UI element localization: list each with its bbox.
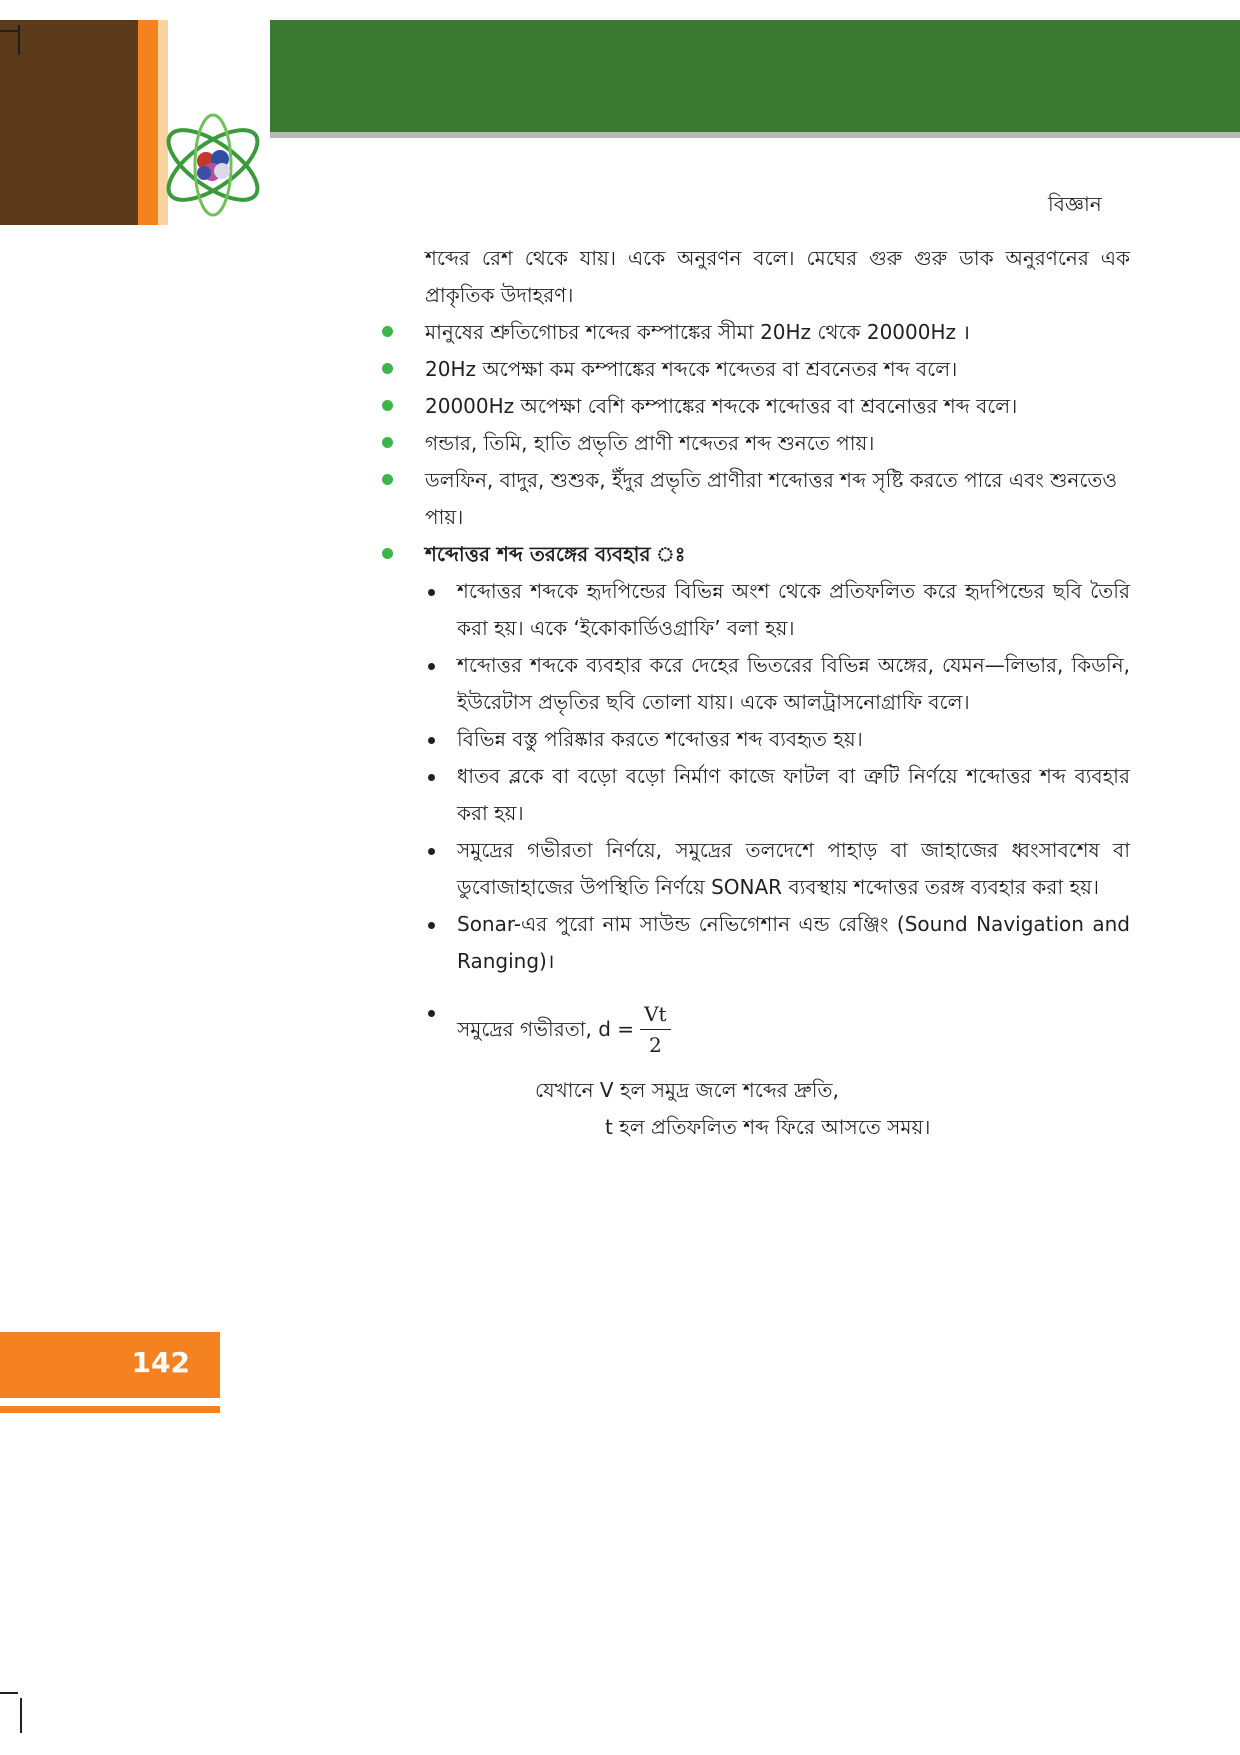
- crop-mark: [18, 25, 20, 55]
- header-green-bar: [270, 20, 1240, 132]
- header-grey-line: [270, 132, 1240, 138]
- crop-mark: [0, 30, 18, 32]
- list-item: গন্ডার, তিমি, হাতি প্রভৃতি প্রাণী শব্দেতর শব্দ শুনতে পায়।: [425, 425, 1130, 462]
- uses-section: [425, 536, 1130, 1064]
- list-item: Sonar-এর পুরো নাম সাউন্ড নেভিগেশান এন্ড রেঞ্জিং (Sound Navigation and Ranging)।: [457, 906, 1130, 980]
- crop-mark: [20, 1698, 22, 1733]
- atom-icon: [158, 105, 273, 225]
- list-item: শব্দোত্তর শব্দকে হৃদপিন্ডের বিভিন্ন অংশ থেকে প্রতিফলিত করে হৃদপিন্ডের ছবি তৈরি করা হয়। একে ‘ইকোকার্ডিওগ্রাফি’ বলা হয়।: [457, 573, 1130, 647]
- formula-item: [457, 994, 1130, 1064]
- list-item: বিভিন্ন বস্তু পরিষ্কার করতে শব্দোত্তর শব্দ ব্যবহৃত হয়।: [457, 721, 1130, 758]
- fraction: [640, 999, 670, 1060]
- formula-where-v: যেখানে V হল সমুদ্র জলে শব্দের দ্রুতি,: [535, 1078, 839, 1102]
- list-item: 20000Hz অপেক্ষা বেশি কম্পাঙ্কের শব্দকে শব্দোত্তর বা শ্রবনোত্তর শব্দ বলে।: [425, 388, 1130, 425]
- list-item: ডলফিন, বাদুর, শুশুক, ইঁদুর প্রভৃতি প্রাণীরা শব্দোত্তর শব্দ সৃষ্টি করতে পারে এবং শুনতেও পায়।: [425, 462, 1130, 536]
- page-number-box: [0, 1332, 220, 1398]
- fraction-denominator: 2: [648, 1032, 662, 1057]
- main-content: [425, 240, 1130, 1146]
- formula-label: সমুদ্রের গভীরতা, d =: [457, 1016, 635, 1041]
- subject-label: বিজ্ঞান: [1048, 192, 1102, 216]
- list-item: শব্দোত্তর শব্দকে ব্যবহার করে দেহের ভিতরের বিভিন্ন অঙ্গের, যেমন—লিভার, কিডনি, ইউরেটাস প্রভৃতির ছবি তোলা যায়। একে আলট্রাসনোগ্রাফি বলে।: [457, 647, 1130, 721]
- uses-list: [457, 573, 1130, 1064]
- crop-mark: [0, 1692, 18, 1694]
- list-item: মানুষের শ্রুতিগোচর শব্দের কম্পাঙ্কের সীমা 20Hz থেকে 20000Hz ।: [425, 314, 1130, 351]
- list-item: ধাতব ব্লকে বা বড়ো বড়ো নির্মাণ কাজে ফাটল বা ত্রুটি নির্ণয়ে শব্দোত্তর শব্দ ব্যবহার করা হয়।: [457, 758, 1130, 832]
- uses-heading: শব্দোত্তর শব্দ তরঙ্গের ব্যবহার ঃ: [425, 542, 686, 566]
- page-number: 142: [131, 1346, 190, 1379]
- list-item: 20Hz অপেক্ষা কম কম্পাঙ্কের শব্দকে শব্দেতর বা শ্রবনেতর শব্দ বলে।: [425, 351, 1130, 388]
- key-points-list: [425, 314, 1130, 1064]
- intro-paragraph: শব্দের রেশ থেকে যায়। একে অনুরণন বলে। মেঘের গুরু গুরু ডাক অনুরণনের এক প্রাকৃতিক উদাহরণ।: [425, 246, 1130, 307]
- page-number-underline: [0, 1406, 220, 1413]
- header-orange-strip: [138, 20, 158, 225]
- fraction-numerator: Vt: [640, 999, 670, 1030]
- header-brown-block: [0, 20, 138, 225]
- formula-where-t: t হল প্রতিফলিত শব্দ ফিরে আসতে সময়।: [605, 1115, 931, 1139]
- list-item: সমুদ্রের গভীরতা নির্ণয়ে, সমুদ্রের তলদেশে পাহাড় বা জাহাজের ধ্বংসাবশেষ বা ডুবোজাহাজের উপস্থিতি নির্ণয়ে SONAR ব্যবস্থায় শব্দোত্তর তরঙ্গ ব্যবহার করা হয়।: [457, 832, 1130, 906]
